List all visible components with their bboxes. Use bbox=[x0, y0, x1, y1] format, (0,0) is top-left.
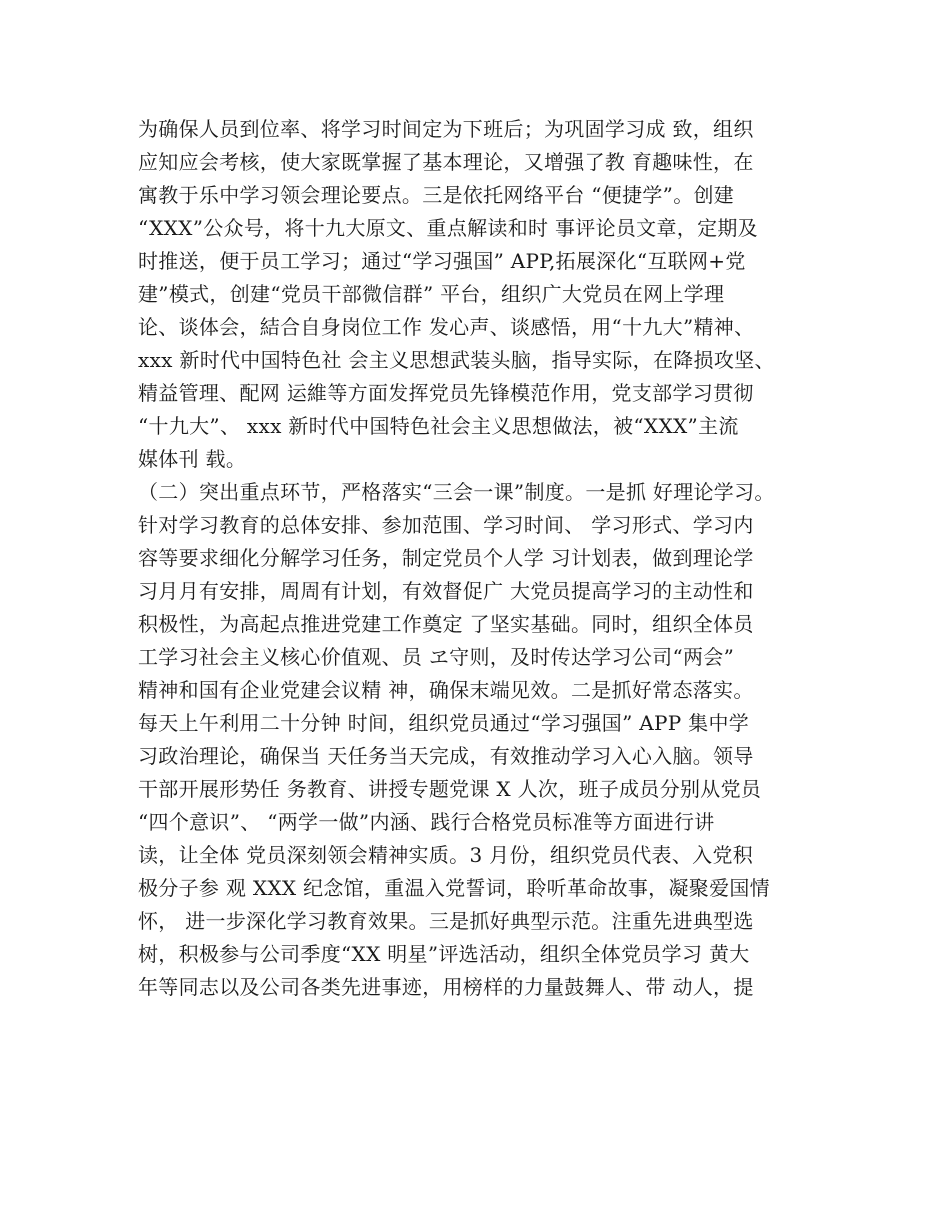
text-line: xxx 新时代中国特色社 会主义思想武装头脑，指导实际，在降损攻坚、 bbox=[138, 348, 775, 372]
text-line: 怀， 进一步深化学习教育效果。三是抓好典型示范。注重先进典型选 bbox=[138, 909, 754, 933]
text-line: 针对学习教育的总体安排、参加范围、学习时间、 学习形式、学习内 bbox=[138, 513, 754, 537]
section-heading-line: （二）突出重点环节，严格落实“三会一课”制度。一是抓 好理论学习。 bbox=[138, 480, 775, 504]
text-line: 精益管理、配网 运維等方面发挥党员先锋模范作用，党支部学习贯彻 bbox=[138, 381, 754, 405]
text-line: 媒体刊 载。 bbox=[138, 447, 247, 471]
text-line: 树，积极参与公司季度“XX 明星”评选活动，组织全体党员学习 黄大 bbox=[138, 942, 750, 966]
text-line: 习月月有安排，周周有计划，有效督促广 大党员提高学习的主动性和 bbox=[138, 579, 754, 603]
text-line: 容等要求细化分解学习任务，制定党员个人学 习计划表，做到理论学 bbox=[138, 546, 754, 570]
body-text bbox=[138, 113, 838, 1004]
text-line: 寓教于乐中学习领会理论要点。三是依托网络平台 “便捷学”。创建 bbox=[138, 183, 735, 207]
text-line: “十九大”、 xxx 新时代中国特色社会主义思想做法，被“XXX”主流 bbox=[138, 414, 739, 438]
text-line: 论、谈体会，結合自身岗位工作 发心声、谈感悟，用“十九大”精神、 bbox=[138, 315, 755, 339]
text-line: “四个意识”、 “两学一做”内涵、践行合格党员标准等方面进行讲 bbox=[138, 810, 715, 834]
text-line: 积极性，为高起点推进党建工作奠定 了坚实基础。同时，组织全体员 bbox=[138, 612, 754, 636]
text-line: “XXX”公众号，将十九大原文、重点解读和时 事评论员文章，定期及 bbox=[138, 216, 758, 240]
text-line: 应知应会考核，使大家既掌握了基本理论，又增强了教 育趣味性，在 bbox=[138, 150, 754, 174]
text-line: 年等同志以及公司各类先进事迹，用榜样的力量鼓舞人、带 动人，提 bbox=[138, 975, 754, 999]
text-line: 每天上午利用二十分钟 时间，组织党员通过“学习强国” APP 集中学 bbox=[138, 711, 750, 735]
text-line: 干部开展形势任 务教育、讲授专题党课 X 人次，班子成员分别从党员 bbox=[138, 777, 762, 801]
text-line: 工学习社会主义核心价值观、员 ヱ守则，及时传达学习公司“两会” bbox=[138, 645, 735, 669]
text-line: 精神和国有企业党建会议精 神，确保末端见效。二是抓好常态落实。 bbox=[138, 678, 754, 702]
text-line: 极分子参 观 XXX 纪念馆，重温入党誓词，聆听革命故事，凝聚爱国情 bbox=[138, 876, 770, 900]
text-line: 习政治理论，确保当 天任务当天完成，有效推动学习入心入脑。领导 bbox=[138, 744, 754, 768]
text-line: 建”模式，创建“党员干部微信群” 平台，组织广大党员在网上学理 bbox=[138, 282, 725, 306]
text-line: 读，让全体 党员深刻领会精神实质。3 月份，组织党员代表、入党积 bbox=[138, 843, 754, 867]
text-line: 时推送，便于员工学习；通过“学习强国” APP,拓展深化“互联网+党 bbox=[138, 249, 746, 273]
text-line: 为确保人员到位率、将学习时间定为下班后；为巩固学习成 致，组织 bbox=[138, 117, 754, 141]
